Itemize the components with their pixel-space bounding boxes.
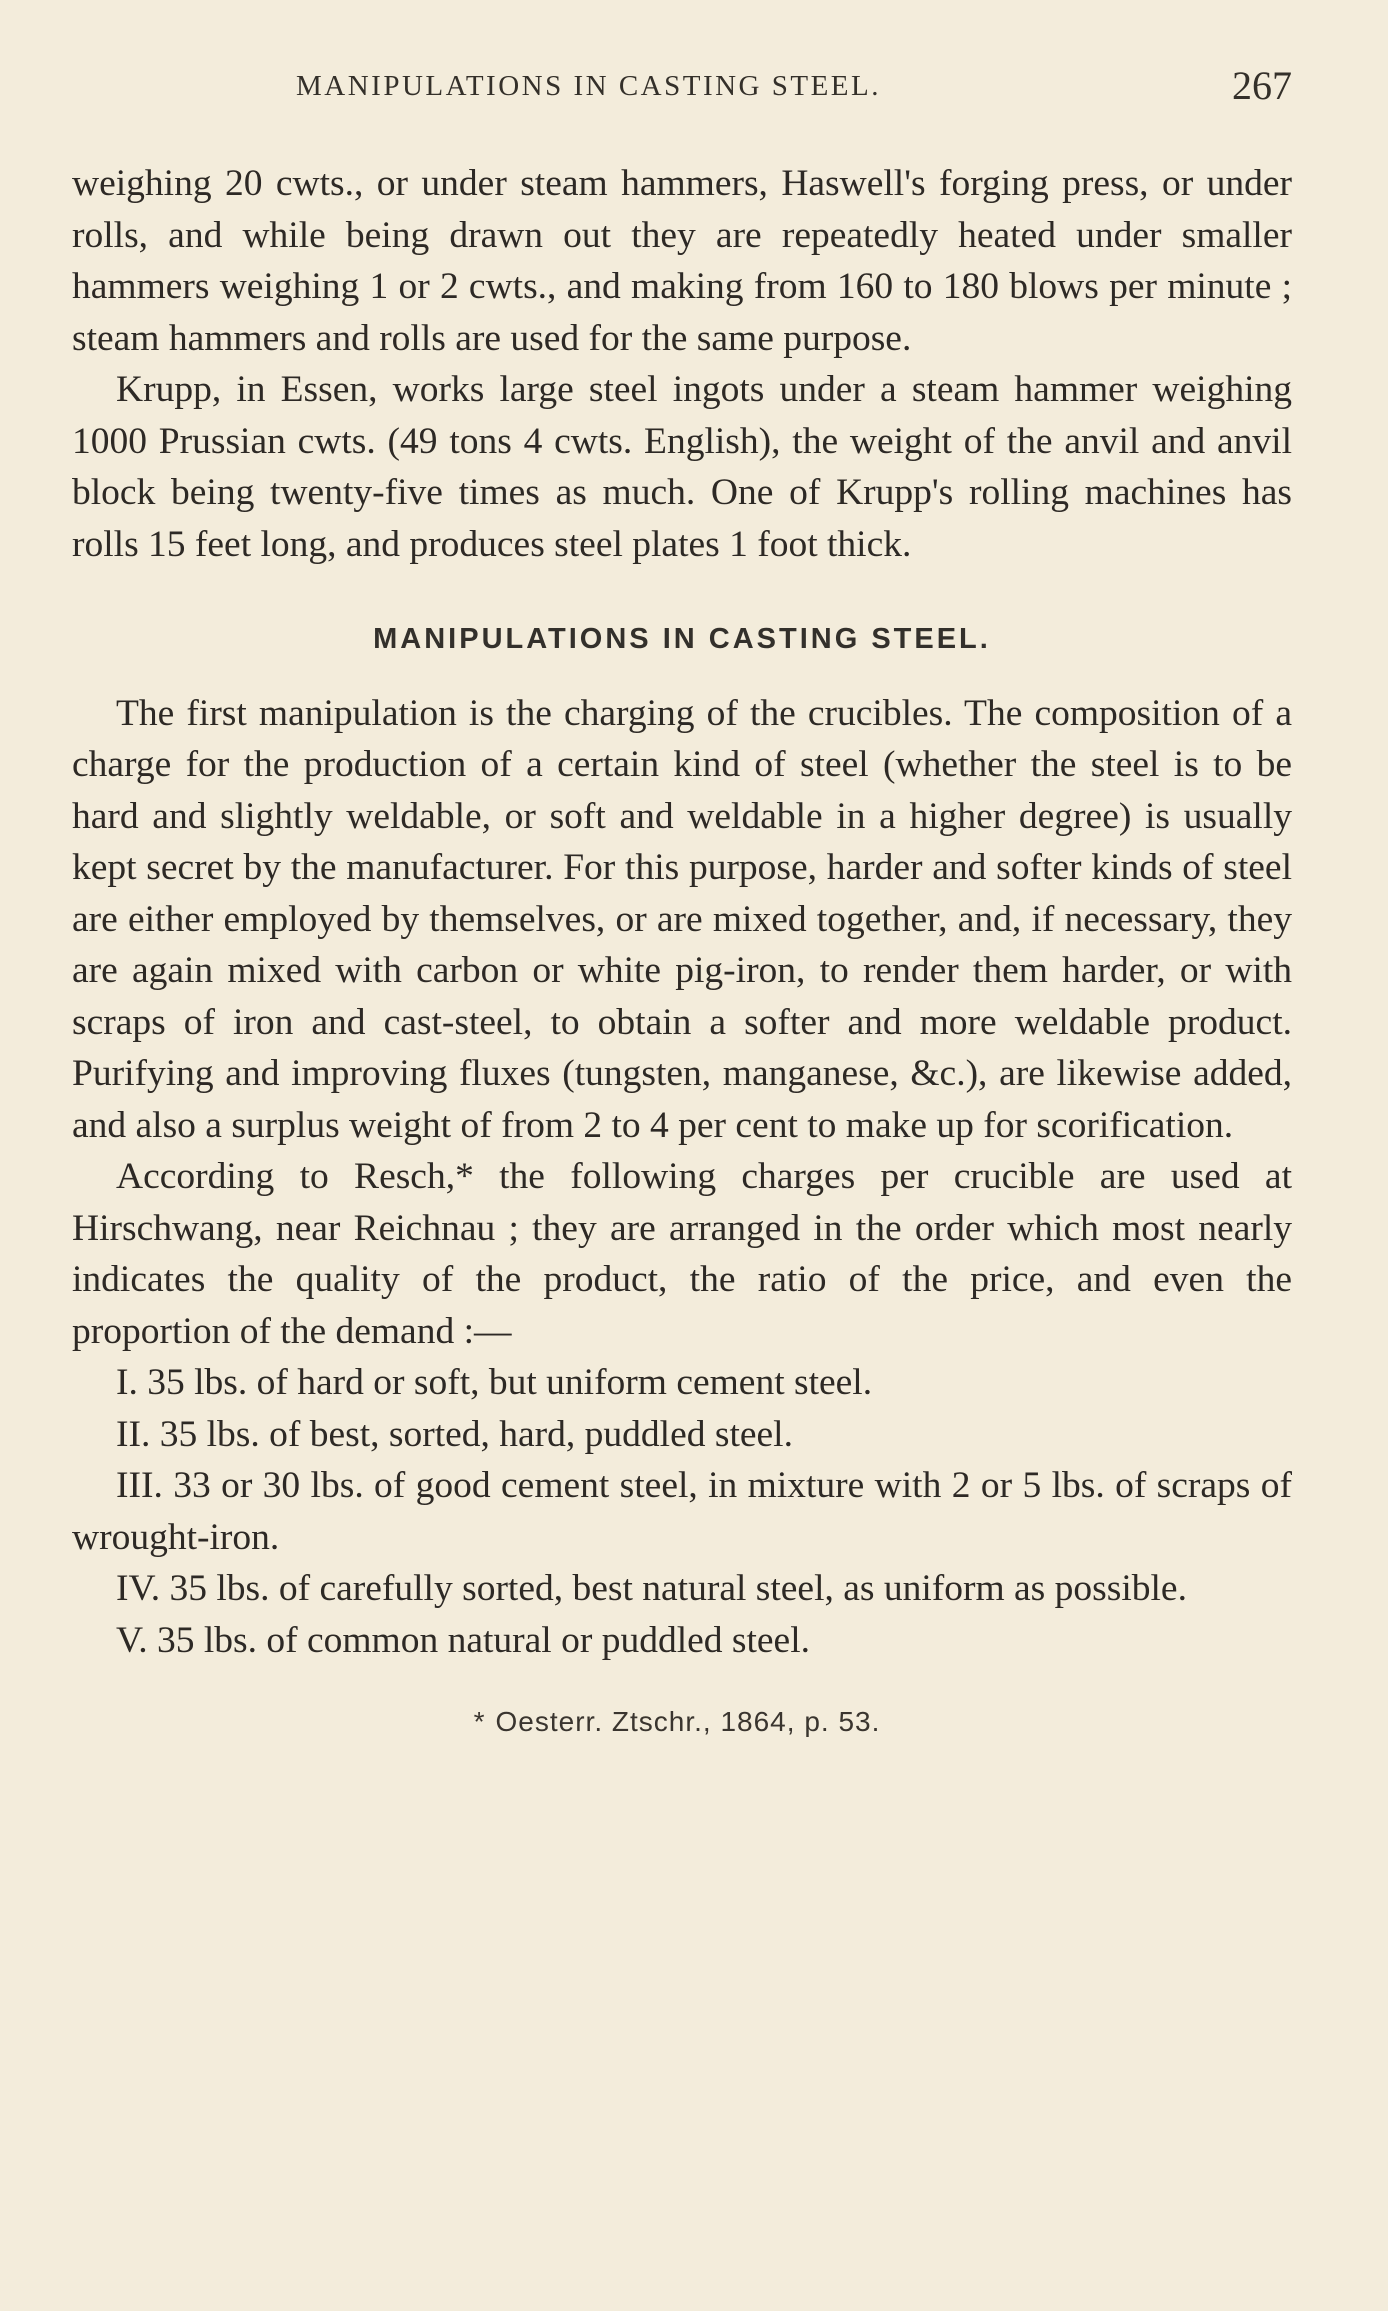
paragraph-charging: The first manipulation is the charging of the crucibles. The composition of a charge for the production of a certain kind of steel (whether the steel is to be hard and slightly weldable, or soft and weldable in a higher degree) is usually kept secret by the manufacturer. For this purpose, harder and softer kinds of steel are either employed by themselves, or are mixed together, and, if necessary, they are again mixed with carbon or white pig-iron, to render them harder, or with scraps of iron and cast-steel, to obtain a softer and more weldable product. Purifying and improving fluxes (tungsten, manganese, &c.), are likewise added, and also a surplus weight of from 2 to 4 per cent to make up for scorification. <box>72 692 1292 1146</box>
paragraph-continued: weighing 20 cwts., or under steam hammers, Haswell's forging press, or under rolls, and while being drawn out they are repeatedly heated under smaller hammers weighing 1 or 2 cwts., and making from 160 to 180 blows per minute ; steam hammers and rolls are used for the same purpose. <box>72 163 1292 359</box>
running-title: MANIPULATIONS IN CASTING STEEL. <box>296 70 881 102</box>
charge-item-4: IV. 35 lbs. of carefully sorted, best natural steel, as uniform as possible. <box>116 1568 1187 1609</box>
charge-item-2: II. 35 lbs. of best, sorted, hard, puddled steel. <box>116 1413 793 1455</box>
page-number: 267 <box>1232 63 1292 108</box>
footnote-marker: * <box>473 1706 486 1737</box>
paragraph-krupp: Krupp, in Essen, works large steel ingots under a steam hammer weighing 1000 Prussian cwts. (49 tons 4 cwts. English), the weight of the anvil and anvil block being twenty-five times as much. One of Krupp's rolling machines has rolls 15 feet long, and produces steel plates 1 foot thick. <box>72 369 1292 565</box>
body-text <box>72 158 1292 1666</box>
paragraph-resch: According to Resch,* the following charges per crucible are used at Hirschwang, near Reichnau ; they are arranged in the order which most nearly indicates the quality of the product, the ratio of the price, and even the proportion of the demand :— <box>72 1156 1292 1352</box>
footnote-text: Oesterr. Ztschr., 1864, p. 53. <box>495 1706 881 1737</box>
section-heading: MANIPULATIONS IN CASTING STEEL. <box>373 623 991 655</box>
running-head <box>72 62 1292 118</box>
charge-item-5: V. 35 lbs. of common natural or puddled steel. <box>116 1619 810 1661</box>
charge-item-1: I. 35 lbs. of hard or soft, but uniform cement steel. <box>116 1362 873 1403</box>
footnote <box>72 1706 1292 1738</box>
charge-item-3: III. 33 or 30 lbs. of good cement steel, in mixture with 2 or 5 lbs. of scraps of wrought-iron. <box>72 1465 1292 1558</box>
